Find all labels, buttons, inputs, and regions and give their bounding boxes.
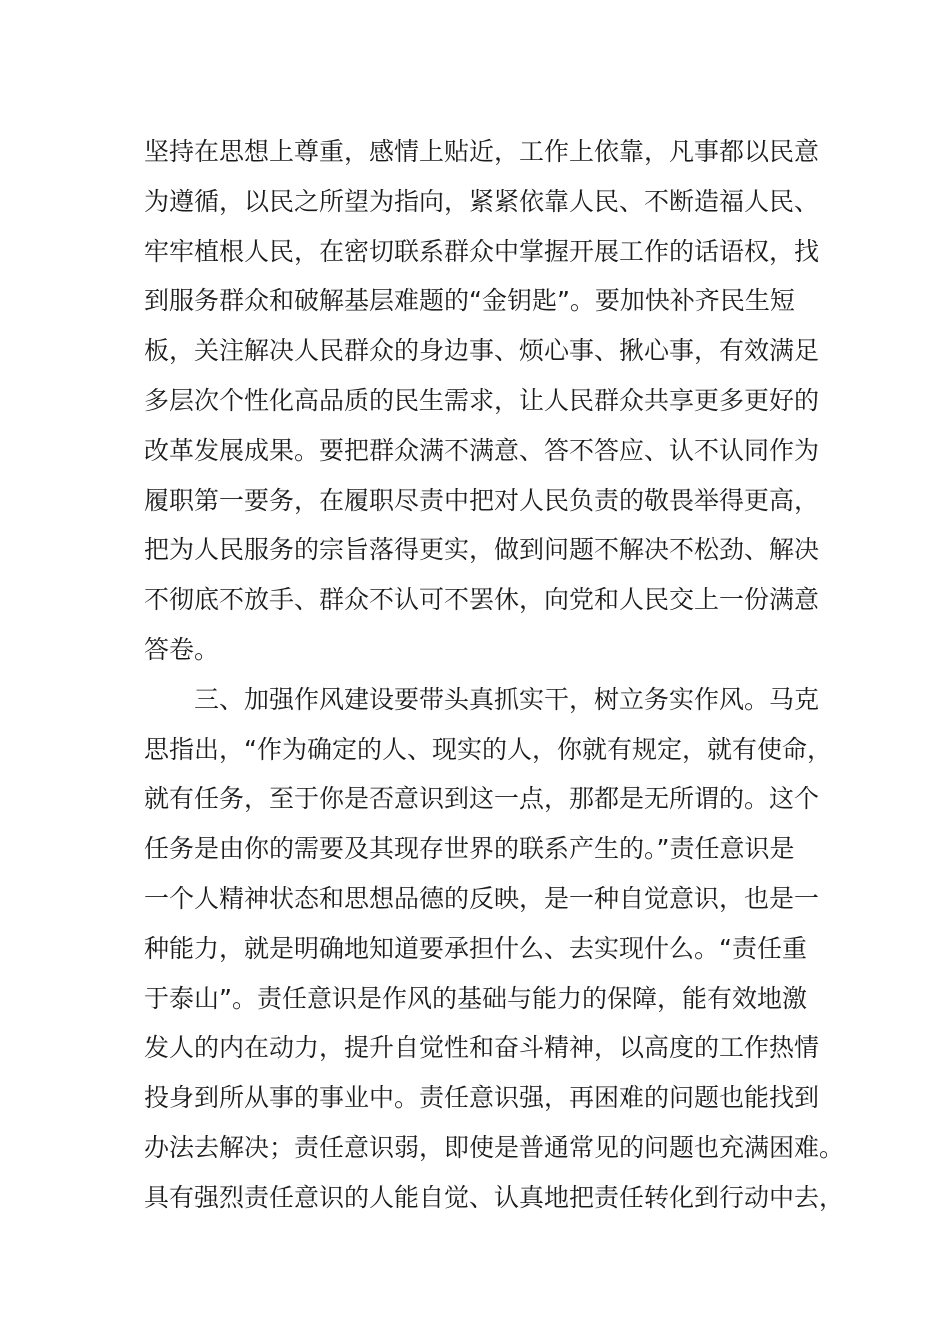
text-line: 多层次个性化高品质的民生需求，让人民群众共享更多更好的: [144, 385, 820, 415]
text-line: 不彻底不放手、群众不认可不罢休，向党和人民交上一份满意: [144, 585, 820, 615]
text-line: 任务是由你的需要及其现存世界的联系产生的。”责任意识是: [144, 834, 795, 864]
text-line: 思指出，“作为确定的人、现实的人，你就有规定，就有使命，: [144, 734, 832, 764]
text-line: 把为人民服务的宗旨落得更实，做到问题不解决不松劲、解决: [144, 535, 820, 565]
text-line: 一个人精神状态和思想品德的反映，是一种自觉意识，也是一: [144, 883, 820, 913]
text-line: 投身到所从事的事业中。责任意识强，再困难的问题也能找到: [144, 1083, 820, 1113]
text-line: 到服务群众和破解基层难题的“金钥匙”。要加快补齐民生短: [144, 286, 795, 316]
text-line: 就有任务，至于你是否意识到这一点，那都是无所谓的。这个: [144, 784, 820, 814]
text-line: 种能力，就是明确地知道要承担什么、去实现什么。“责任重: [144, 933, 807, 963]
text-line: 具有强烈责任意识的人能自觉、认真地把责任转化到行动中去，: [144, 1182, 845, 1212]
text-line: 于泰山”。责任意识是作风的基础与能力的保障，能有效地激: [144, 983, 807, 1013]
text-line: 答卷。: [144, 634, 220, 664]
text-line: 板，关注解决人民群众的身边事、烦心事、揪心事，有效满足: [144, 336, 820, 366]
document-body: [144, 127, 845, 1223]
text-line: 办法去解决；责任意识弱，即使是普通常见的问题也充满困难。: [144, 1132, 845, 1162]
text-line: 牢牢植根人民，在密切联系群众中掌握开展工作的话语权，找: [144, 236, 820, 266]
text-line: 坚持在思想上尊重，感情上贴近，工作上依靠，凡事都以民意: [144, 137, 820, 166]
text-line: 发人的内在动力，提升自觉性和奋斗精神，以高度的工作热情: [144, 1033, 820, 1063]
text-line: 改革发展成果。要把群众满不满意、答不答应、认不认同作为: [144, 435, 820, 465]
text-line: 履职第一要务，在履职尽责中把对人民负责的敬畏举得更高，: [144, 485, 820, 515]
text-line: 为遵循，以民之所望为指向，紧紧依靠人民、不断造福人民、: [144, 186, 820, 216]
section-heading-line: 三、加强作风建设要带头真抓实干，树立务实作风。马克: [194, 684, 820, 714]
